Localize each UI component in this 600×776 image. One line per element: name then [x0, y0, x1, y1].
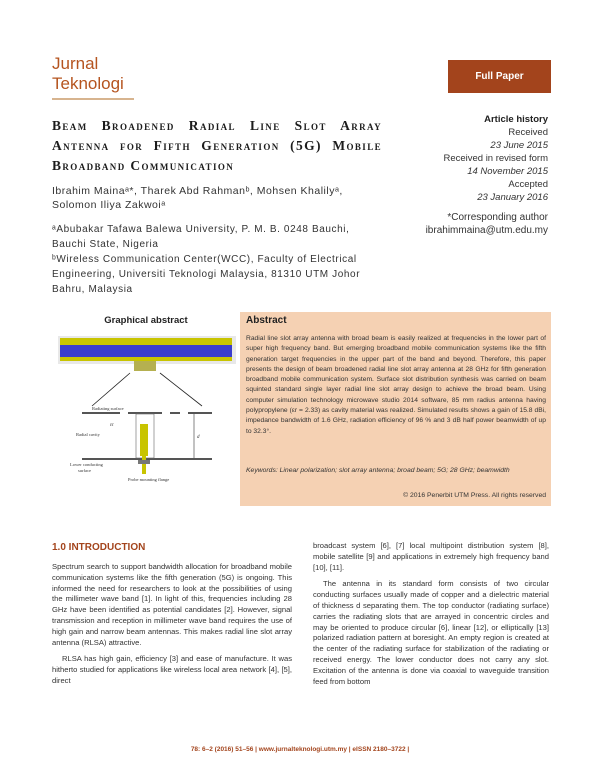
copyright: © 2016 Penerbit UTM Press. All rights reserved: [403, 492, 546, 499]
left-paragraph-2: RLSA has high gain, efficiency [3] and ease of manufacture. It was hitherto studied for applications like wireless local area network [4], [5], direct: [52, 654, 292, 685]
ga-top-plate-middle: [60, 345, 232, 357]
ga-feed-stem: [142, 456, 146, 474]
ga-top-feed: [134, 361, 156, 371]
full-paper-badge: Full Paper: [448, 60, 551, 93]
ga-label-lower-surface-2: surface: [78, 468, 91, 473]
ga-label-radial-cavity: Radial cavity: [76, 432, 100, 437]
ga-top-plate-upper: [60, 338, 232, 345]
left-paragraph-1: Spectrum search to support bandwidth allocation for broadband mobile communication systems like the fifth generation (5G) is ongoing. This informed the need for researchers to look at the possibilities of using the millimeter wave band [1]. In light of this, frequencies including 28 GHz have been identified as potential candidates [2]. However, signal transmission and reception in millimeter wave band requires the use of high gain and narrow beam antennas. This makes radial line slot array antenna (RLSA) attractive.: [52, 562, 292, 647]
journal-name: [52, 54, 124, 94]
history-received-date: 23 June 2015: [490, 140, 548, 151]
ga-feed-probe: [140, 424, 148, 456]
left-column: [52, 562, 292, 693]
history-revised-date: 14 November 2015: [467, 166, 548, 177]
history-revised-label: Received in revised form: [443, 153, 548, 164]
ga-top-plate-lower: [60, 357, 232, 361]
ga-cone-right: [160, 373, 202, 406]
corresponding-author: [358, 211, 548, 237]
journal-name-line1: Jurnal: [52, 54, 99, 73]
history-received-label: Received: [508, 127, 548, 138]
graphical-abstract-heading: Graphical abstract: [104, 315, 188, 326]
graphical-abstract-figure: [52, 326, 240, 502]
ga-label-er: εr: [110, 423, 114, 428]
section-heading: 1.0 INTRODUCTION: [52, 542, 146, 553]
affiliation-b: ᵇWireless Communication Center(WCC), Faculty of Electrical Engineering, Universiti Teknologi Malaysia, 81310 UTM Johor Bahru, Malaysia: [52, 254, 361, 295]
affiliation-a: ᵃAbubakar Tafawa Balewa University, P. M. B. 0248 Bauchi, Bauchi State, Nigeria: [52, 224, 350, 250]
ga-label-lower-surface: Lower conducting: [70, 462, 103, 467]
ga-flange: [138, 460, 150, 464]
right-column: [313, 541, 549, 693]
author-list: Ibrahim Mainaᵃ*, Tharek Abd Rahmanᵇ, Mohsen Khalilyᵃ, Solomon Iliya Zakwoiᵃ: [52, 185, 343, 211]
right-paragraph-2: The antenna in its standard form consists of two circular conducting surfaces usually made of copper and a dielectric material of thickness d separating them. The top conductor (radiating surface) carries the radiating slots that are arrayed in concentric circles and may be oriented to produce circular [6], linear [12], or elliptically [13] polarized radiation pattern at boresight. An empty region is created at the center of the radiating surface for stabilization of the radiating or received energy. The lower conductor does not carry any slot. Excitation of the antenna is done via coaxial to waveguide transition feed from bottom: [313, 579, 549, 686]
history-accepted-label: Accepted: [508, 179, 548, 190]
keywords-label: Keywords:: [246, 467, 278, 474]
keywords: [246, 466, 546, 476]
ga-label-d: d: [197, 435, 200, 440]
history-heading: Article history: [484, 114, 548, 125]
page-footer: 78: 6–2 (2016) 51–56 | www.jurnalteknologi.utm.my | eISSN 2180–3722 |: [190, 746, 410, 753]
ga-cone-left: [92, 373, 130, 406]
keywords-list: Linear polarization; slot array antenna; broad beam; 5G; 28 GHz; beamwidth: [279, 467, 510, 474]
ga-label-radiating-surface: Radiating surface: [92, 406, 124, 411]
corresponding-email[interactable]: ibrahimmaina@utm.edu.my: [425, 225, 548, 236]
ga-slot-2: [162, 412, 170, 414]
right-paragraph-1: broadcast system [6], [7] local multipoint distribution system [8], mobile satellite [9] and applications in extremely high frequency band [10], [11].: [313, 541, 549, 572]
article-history: [408, 113, 548, 204]
abstract-text: Radial line slot array antenna with broad beam is easily realized at frequencies in the lower part of super high frequency band. But emerging broadband mobile communication systems like the fifth generation target frequencies in the upper part of the band and beyond. Therefore, this paper presents the design of beam broadened radial line slot array antenna at 28 GHz for fifth generation broadband mobile communication system. Surface slot distribution synthesis was carried on beam squinted standard single layer radial line slot array design to achieve the broad beam. Using computer simulation technology microwave studio 2014 software, 85 mm radius antenna having polypropylene (εr = 2.33) as cavity material was realized. Simulated results shows a gain of 15.8 dBi, impedance bandwidth of 1.6 GHz, radiation efficiency of 96 % and 3 dB half power beamwidth of up to 32.3°.: [246, 335, 546, 435]
ga-slot-1: [120, 412, 128, 414]
ga-slot-3: [180, 412, 188, 414]
corresponding-label: *Corresponding author: [447, 212, 548, 223]
ga-label-probe: Probe mounting flange: [128, 477, 170, 482]
paper-title: Beam Broadened Radial Line Slot Array Antenna for Fifth Generation (5G) Mobile Broadband Communication: [52, 118, 382, 173]
journal-name-line2: Teknologi: [52, 74, 124, 93]
journal-rule: [52, 98, 134, 100]
history-accepted-date: 23 January 2016: [477, 192, 548, 203]
affiliations: [52, 222, 387, 297]
abstract-heading: Abstract: [246, 315, 287, 326]
